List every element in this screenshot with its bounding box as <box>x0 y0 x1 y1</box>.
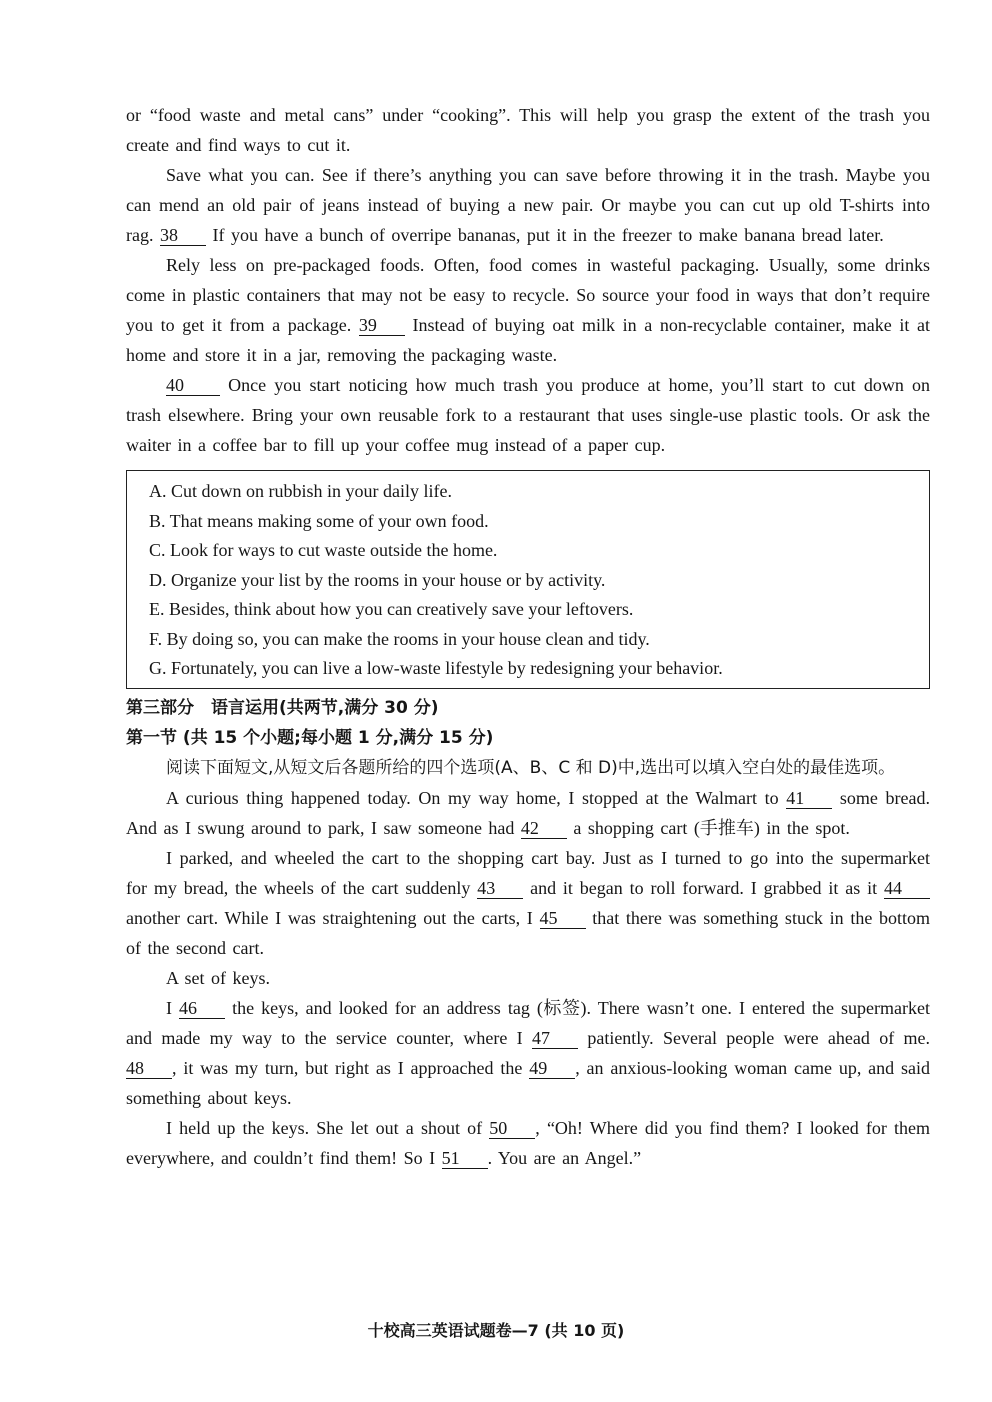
blank-47: 47 <box>532 1028 578 1049</box>
paragraph-text: , “Oh! Where did you find them? I looked for them everywhere, and couldn’t find them! So I <box>126 1117 931 1168</box>
story-paragraph-4 <box>126 993 930 1113</box>
instruction-text: 阅读下面短文,从短文后各题所给的四个选项(A、B、C 和 D)中,选出可以填入空白处的最佳选项。 <box>166 757 896 778</box>
option-c: C. Look for ways to cut waste outside the home. <box>149 540 498 560</box>
story-paragraph-5 <box>126 1113 930 1173</box>
paragraph-text: , an anxious-looking woman came up, and said something about keys. <box>126 1057 930 1108</box>
options-box <box>126 470 930 689</box>
option-b: B. That means making some of your own food. <box>149 510 489 531</box>
blank-39: 39 <box>359 315 405 336</box>
page-content <box>126 100 930 1173</box>
story-paragraph-3: A set of keys. <box>166 967 270 988</box>
paragraph-3 <box>126 250 930 370</box>
paragraph-text: patiently. Several people were ahead of me. <box>587 1027 931 1048</box>
blank-45: 45 <box>540 908 586 929</box>
paragraph-text: I <box>166 997 172 1018</box>
paragraph-text: . You are an Angel.” <box>487 1147 642 1168</box>
story-paragraph-1 <box>126 783 930 843</box>
blank-48: 48 <box>126 1058 172 1079</box>
paragraph-text: a shopping cart (手推车) in the spot. <box>573 817 850 838</box>
paragraph-text: or “food waste and metal cans” under “cooking”. This will help you grasp the extent of the trash you create and find ways to cut it. <box>126 105 930 155</box>
paragraph-text: some bread. And as I swung around to park, I saw someone had <box>126 787 931 838</box>
option-g: G. Fortunately, you can live a low-waste lifestyle by redesigning your behavior. <box>149 658 723 678</box>
blank-51: 51 <box>442 1148 488 1169</box>
paragraph-1 <box>126 100 930 160</box>
blank-43: 43 <box>477 878 523 899</box>
blank-49: 49 <box>529 1058 575 1079</box>
paragraph-text: another cart. While I was straightening out the carts, I <box>126 907 533 928</box>
blank-46: 46 <box>179 998 225 1019</box>
blank-42: 42 <box>521 818 567 839</box>
paragraph-text: and it began to roll forward. I grabbed it as it <box>530 877 878 898</box>
paragraph-text: that there was something stuck in the bottom of the second cart. <box>126 907 931 958</box>
option-d: D. Organize your list by the rooms in your house or by activity. <box>149 569 606 590</box>
blank-41: 41 <box>786 788 832 809</box>
paragraph-2 <box>126 160 930 250</box>
paragraph-text: A curious thing happened today. On my way home, I stopped at the Walmart to <box>166 787 779 808</box>
blank-50: 50 <box>489 1118 535 1139</box>
paragraph-4 <box>126 370 930 460</box>
story-paragraph-2 <box>126 843 930 963</box>
paragraph-text: Rely less on pre-packaged foods. Often, food comes in wasteful packaging. Usually, some drinks come in plastic containers that may not be easy to recycle. So source your food in ways that don’t require you to get it from a package. <box>126 255 930 335</box>
option-e: E. Besides, think about how you can creatively save your leftovers. <box>149 599 634 619</box>
paragraph-text: Save what you can. See if there’s anything you can save before throwing it in the trash. Maybe you can mend an old pair of jeans instead of buying a new pair. Or maybe you can cut up old T-shirts into rag. <box>126 165 930 245</box>
blank-44: 44 <box>884 878 930 899</box>
paragraph-text: the keys, and looked for an address tag (标签). There wasn’t one. I entered the supermarket and made my way to the service counter, where I <box>126 997 931 1048</box>
part-three-title: 第三部分 语言运用(共两节,满分 30 分) <box>126 697 439 718</box>
page-footer: 十校高三英语试题卷—7 (共 10 页) <box>367 1321 625 1340</box>
paragraph-text: , it was my turn, but right as I approached the <box>172 1057 523 1078</box>
paragraph-text: I held up the keys. She let out a shout of <box>166 1117 483 1138</box>
option-a: A. Cut down on rubbish in your daily life. <box>149 481 452 501</box>
paragraph-text: I parked, and wheeled the cart to the shopping cart bay. Just as I turned to go into the supermarket for my bread, the wheels of the cart suddenly <box>126 847 930 898</box>
paragraph-text: Once you start noticing how much trash you produce at home, you’ll start to cut down on trash elsewhere. Bring your own reusable fork to a restaurant that uses single-use plastic tools. Or ask the waiter in a coffee bar to fill up your coffee mug instead of a paper cup. <box>126 375 930 455</box>
option-f: F. By doing so, you can make the rooms in your house clean and tidy. <box>149 628 650 649</box>
blank-38: 38 <box>160 225 206 246</box>
paragraph-text: If you have a bunch of overripe bananas, put it in the freezer to make banana bread later. <box>212 225 884 245</box>
section-one-title: 第一节 (共 15 个小题;每小题 1 分,满分 15 分) <box>126 727 494 748</box>
blank-40: 40 <box>166 375 220 396</box>
paragraph-text: Instead of buying oat milk in a non-recyclable container, make it at home and store it in a jar, removing the packaging waste. <box>126 315 931 365</box>
